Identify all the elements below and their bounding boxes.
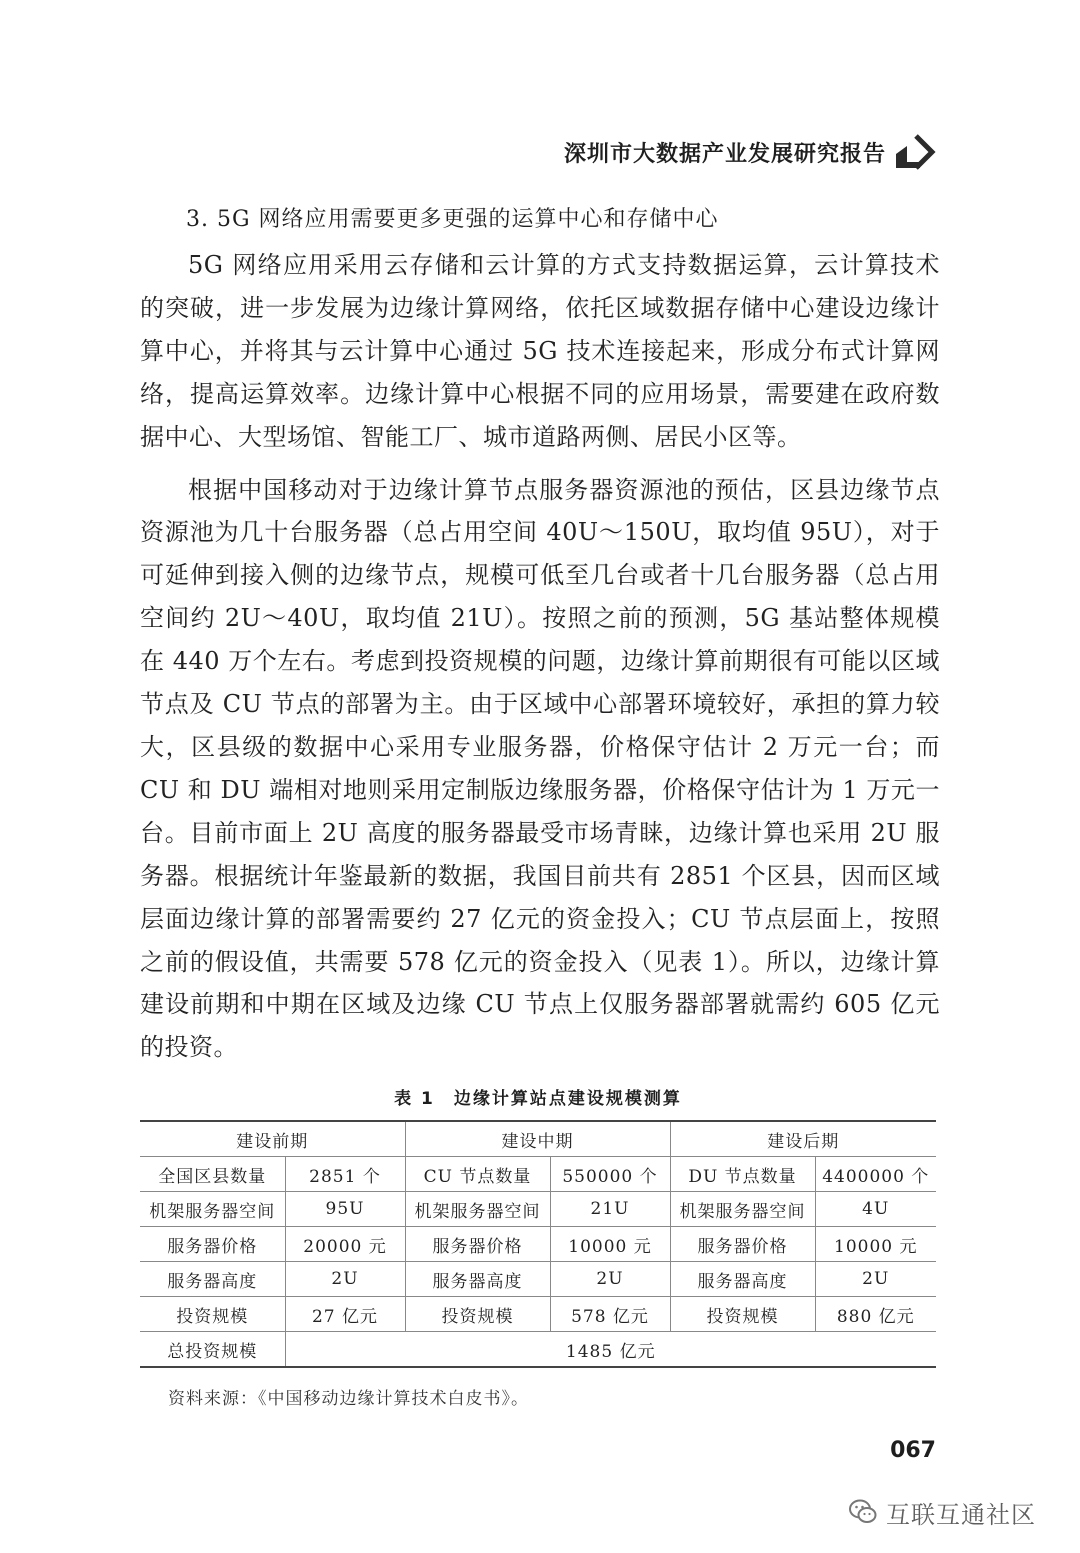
table-total-row	[140, 1332, 936, 1368]
table-cell: 27 亿元	[285, 1297, 405, 1332]
paragraph: 5G 网络应用采用云存储和云计算的方式支持数据运算，云计算技术的突破，进一步发展为边缘计算网络，依托区域数据存储中心建设边缘计算中心，并将其与云计算中心通过 5G 技术连接起来，形成分布式计算网络，提高运算效率。边缘计算中心根据不同的应用场景，需要建在政府数据中心、大型场馆、智能工厂、城市道路两侧、居民小区等。	[140, 251, 940, 451]
table-cell: 机架服务器空间	[140, 1192, 285, 1227]
table-cell: 2U	[550, 1262, 670, 1297]
bracket-arrow-logo-icon	[894, 132, 940, 172]
source-note: 资料来源：《中国移动边缘计算技术白皮书》。	[168, 1389, 529, 1409]
table-cell: 服务器高度	[670, 1262, 815, 1297]
running-header	[560, 132, 940, 172]
table-cell: 服务器价格	[405, 1227, 550, 1262]
table-cell: 95U	[285, 1192, 405, 1227]
table-cell: 服务器价格	[140, 1227, 285, 1262]
table-cell: 投资规模	[405, 1297, 550, 1332]
table-cell: DU 节点数量	[670, 1157, 815, 1192]
paragraph: 根据中国移动对于边缘计算节点服务器资源池的预估，区县边缘节点资源池为几十台服务器（总占用空间 40U～150U，取均值 95U），对于可延伸到接入侧的边缘节点，规模可低至几台或者十几台服务器（总占用空间约 2U～40U，取均值 21U）。按照之前的预测，5G 基站整体规模在 440 万个左右。考虑到投资规模的问题，边缘计算前期很有可能以区域节点及 CU 节点的部署为主。由于区域中心部署环境较好，承担的算力较大，区县级的数据中心采用专业服务器，价格保守估计 2 万元一台；而 CU 和 DU 端相对地则采用定制版边缘服务器，价格保守估计为 1 万元一台。目前市面上 2U 高度的服务器最受市场青睐，边缘计算也采用 2U 服务器。根据统计年鉴最新的数据，我国目前共有 2851 个区县，因而区域层面边缘计算的部署需要约 27 亿元的资金投入；CU 节点层面上，按照之前的假设值，共需要 578 亿元的资金投入（见表 1）。所以，边缘计算建设前期和中期在区域及边缘 CU 节点上仅服务器部署就需约 605 亿元的投资。	[140, 475, 940, 1062]
table-cell: 4U	[815, 1192, 936, 1227]
table-row	[140, 1227, 936, 1262]
table-cell: 2U	[285, 1262, 405, 1297]
wechat-icon	[848, 1497, 878, 1527]
total-value: 1485 亿元	[285, 1332, 936, 1368]
table-cell: CU 节点数量	[405, 1157, 550, 1192]
table-cell: 550000 个	[550, 1157, 670, 1192]
table-cell: 2851 个	[285, 1157, 405, 1192]
table-row	[140, 1157, 936, 1192]
table-cell: 机架服务器空间	[405, 1192, 550, 1227]
page-number: 067	[890, 1438, 936, 1463]
table-cell: 578 亿元	[550, 1297, 670, 1332]
table-cell: 880 亿元	[815, 1297, 936, 1332]
table-header-row	[140, 1121, 936, 1157]
estimate-table	[140, 1120, 936, 1368]
table-cell: 服务器高度	[405, 1262, 550, 1297]
phase-header: 建设后期	[670, 1121, 936, 1157]
table-cell: 服务器高度	[140, 1262, 285, 1297]
table-cell: 服务器价格	[670, 1227, 815, 1262]
table-cell: 4400000 个	[815, 1157, 936, 1192]
phase-header: 建设前期	[140, 1121, 405, 1157]
body-text	[140, 244, 940, 1079]
total-label: 总投资规模	[140, 1332, 285, 1368]
watermark	[848, 1490, 1058, 1534]
table-cell: 10000 元	[550, 1227, 670, 1262]
header-title: 深圳市大数据产业发展研究报告	[563, 141, 886, 167]
table-cell: 20000 元	[285, 1227, 405, 1262]
watermark-text: 互联互通社区	[886, 1500, 1036, 1529]
table-cell: 投资规模	[140, 1297, 285, 1332]
table-row	[140, 1192, 936, 1227]
table-cell: 机架服务器空间	[670, 1192, 815, 1227]
table-cell: 21U	[550, 1192, 670, 1227]
table-cell: 2U	[815, 1262, 936, 1297]
table-caption: 表 1 边缘计算站点建设规模测算	[394, 1089, 682, 1109]
table-cell: 全国区县数量	[140, 1157, 285, 1192]
table-row	[140, 1297, 936, 1332]
table-cell: 投资规模	[670, 1297, 815, 1332]
table-row	[140, 1262, 936, 1297]
phase-header: 建设中期	[405, 1121, 670, 1157]
section-heading: 3. 5G 网络应用需要更多更强的运算中心和存储中心	[186, 207, 719, 232]
table-cell: 10000 元	[815, 1227, 936, 1262]
